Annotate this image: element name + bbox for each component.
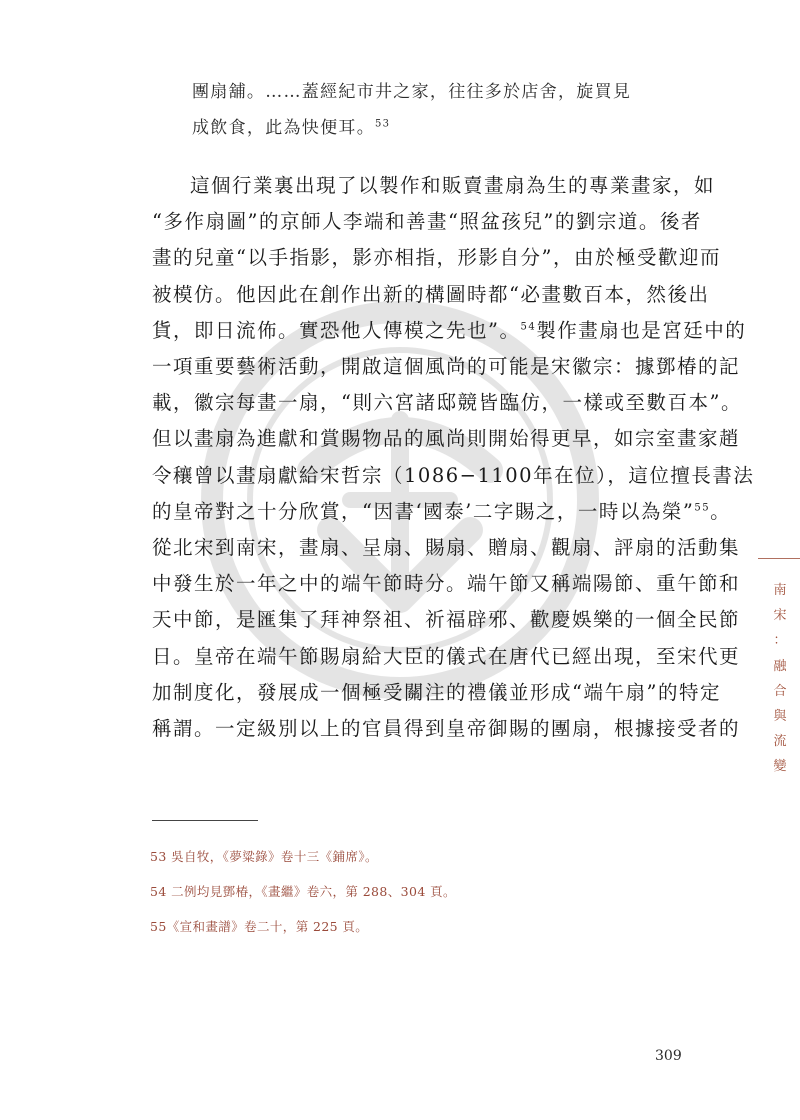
footnote-55: 55《宣和畫譜》卷二十，第 225 頁。 <box>150 919 369 934</box>
body-line <box>152 494 732 530</box>
footnote-ref[interactable]: 54 <box>520 321 537 333</box>
footnote-53: 53 吳自牧，《夢粱錄》卷十三《鋪席》。 <box>150 849 378 864</box>
footnotes <box>150 847 670 952</box>
body-line: 一項重要藝術活動，開啟這個風尚的可能是宋徽宗：據鄧椿的記 <box>152 355 741 379</box>
title-char: 流 <box>773 734 787 750</box>
title-char: 與 <box>773 708 787 724</box>
title-char: 合 <box>773 683 787 699</box>
running-chapter-title <box>771 578 789 780</box>
title-char: 融 <box>773 658 787 674</box>
body-line: 畫的兒童“以手指影，影亦相指，形影自分”，由於極受歡迎而 <box>152 246 721 270</box>
body-line: 日。皇帝在端午節賜扇給大臣的儀式在唐代已經出現，至宋代更 <box>152 644 741 668</box>
body-line <box>152 313 747 349</box>
title-char: ： <box>773 633 787 649</box>
page-number: 309 <box>655 1048 682 1064</box>
body-text-segment: 。 <box>710 499 732 523</box>
footnote-ref[interactable]: 55 <box>694 502 711 514</box>
quote-line <box>192 110 672 146</box>
body-line: 從北宋到南宋，畫扇、呈扇、賜扇、贈扇、觀扇、評扇的活動集 <box>152 536 741 560</box>
body-line: 令穰曾以畫扇獻給宋哲宗（1086−1100年在位），這位擅長書法 <box>152 463 755 487</box>
body-text-segment: 貨，即日流佈。實恐他人傳模之先也”。 <box>152 318 521 342</box>
body-line: 加制度化，發展成一個極受關注的禮儀並形成“端午扇”的特定 <box>152 680 721 704</box>
footnote-54: 54 二例均見鄧椿，《畫繼》卷六，第 288、304 頁。 <box>150 884 456 899</box>
title-char: 宋 <box>773 608 787 624</box>
quote-text: 成飲食，此為快便耳。 <box>192 118 375 138</box>
footnote-divider <box>152 820 258 821</box>
block-quote <box>192 74 672 146</box>
body-line: 天中節，是匯集了拜神祭祖、祈福辟邪、歡慶娛樂的一個全民節 <box>152 608 741 632</box>
body-line: 被模仿。他因此在創作出新的構圖時都“必畫數百本，然後出 <box>152 282 710 306</box>
body-line: 稱謂。一定級別以上的官員得到皇帝御賜的團扇，根據接受者的 <box>152 717 741 741</box>
title-char: 變 <box>773 759 787 775</box>
body-paragraph <box>152 168 755 747</box>
body-text-segment: 的皇帝對之十分欣賞，“因書‘國泰’二字賜之，一時以為榮” <box>152 499 695 523</box>
body-line: 載，徽宗每畫一扇，“則六宮諸邸競皆臨仿，一樣或至數百本”。 <box>152 391 742 415</box>
body-line: 中發生於一年之中的端午節時分。端午節又稱端陽節、重午節和 <box>152 572 741 596</box>
title-char: 南 <box>773 583 787 598</box>
footnote-ref[interactable]: 53 <box>375 118 391 130</box>
side-title-divider <box>758 558 800 559</box>
body-line: 但以畫扇為進獻和賞賜物品的風尚則開始得更早，如宗室畫家趙 <box>152 427 741 451</box>
quote-line: 團扇舖。……蓋經紀市井之家，往往多於店舍，旋買見 <box>192 82 632 102</box>
body-line: 這個行業裏出現了以製作和販賣畫扇為生的專業畫家，如 <box>190 174 716 197</box>
body-text-segment: 製作畫扇也是宮廷中的 <box>536 318 747 342</box>
body-line: “多作扇圖”的京師人李端和善畫“照盆孩兒”的劉宗道。後者 <box>152 210 702 234</box>
